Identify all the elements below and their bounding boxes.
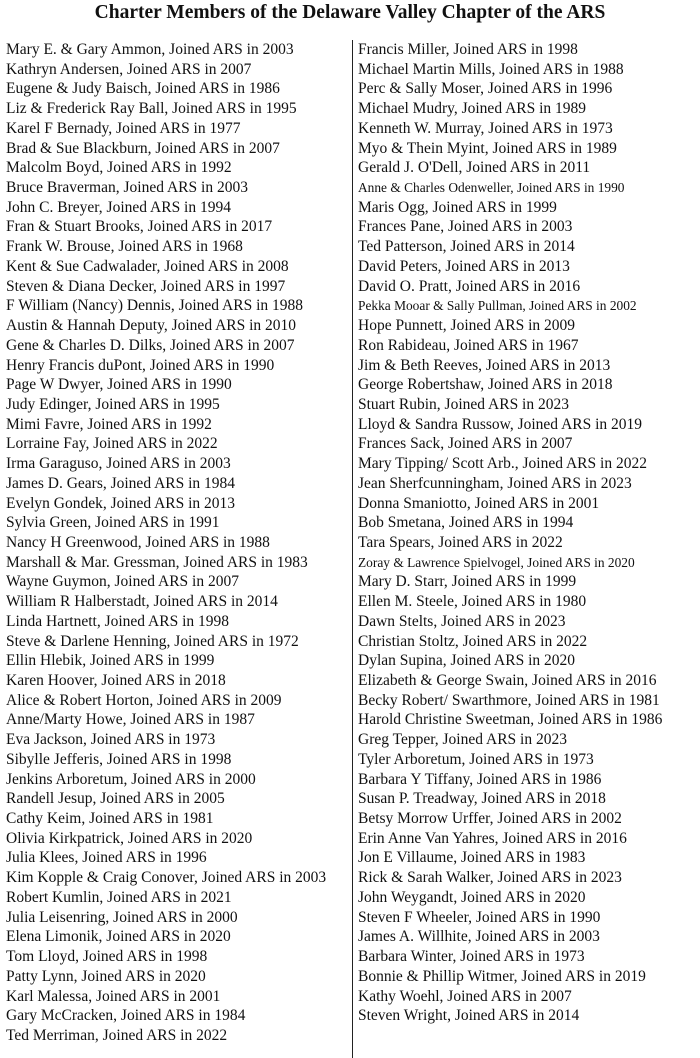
member-entry: Sibylle Jefferis, Joined ARS in 1998 (6, 750, 232, 768)
member-entry: Ted Patterson, Joined ARS in 2014 (358, 238, 575, 256)
member-entry: Marshall & Mar. Gressman, Joined ARS in 1983 (6, 553, 308, 571)
member-entry: Jenkins Arboretum, Joined ARS in 2000 (6, 770, 256, 788)
member-entry: Jean Sherfcunningham, Joined ARS in 2023 (358, 474, 632, 492)
member-entry: Kenneth W. Murray, Joined ARS in 1973 (358, 119, 613, 137)
member-entry: Fran & Stuart Brooks, Joined ARS in 2017 (6, 218, 273, 236)
member-entry: Steven F Wheeler, Joined ARS in 1990 (358, 908, 601, 926)
member-entry: Gerald J. O'Dell, Joined ARS in 2011 (358, 159, 591, 177)
member-entry: Mimi Favre, Joined ARS in 1992 (6, 415, 212, 433)
member-entry: Anne/Marty Howe, Joined ARS in 1987 (6, 711, 255, 729)
member-entry: Ron Rabideau, Joined ARS in 1967 (358, 336, 579, 354)
member-entry: Mary Tipping/ Scott Arb., Joined ARS in 2022 (358, 455, 647, 473)
member-entry: Frances Sack, Joined ARS in 2007 (358, 435, 573, 453)
page-title: Charter Members of the Delaware Valley Chapter of the ARS (94, 2, 606, 23)
member-entry: Bob Smetana, Joined ARS in 1994 (358, 514, 574, 532)
member-entry: Frank W. Brouse, Joined ARS in 1968 (6, 238, 243, 256)
member-entry: Steve & Darlene Henning, Joined ARS in 1972 (6, 632, 299, 650)
member-entry: Olivia Kirkpatrick, Joined ARS in 2020 (6, 829, 253, 847)
member-entry: Lloyd & Sandra Russow, Joined ARS in 2019 (358, 415, 643, 433)
member-entry: Gene & Charles D. Dilks, Joined ARS in 2007 (6, 336, 295, 354)
member-entry: Harold Christine Sweetman, Joined ARS in 1986 (358, 711, 663, 729)
member-entry: Kim Kopple & Craig Conover, Joined ARS in 2003 (6, 869, 327, 887)
member-entry: Evelyn Gondek, Joined ARS in 2013 (6, 494, 236, 512)
member-entry: Patty Lynn, Joined ARS in 2020 (6, 967, 206, 985)
member-entry: Robert Kumlin, Joined ARS in 2021 (6, 888, 232, 906)
member-entry: Tom Lloyd, Joined ARS in 1998 (6, 948, 208, 966)
member-entry: Michael Mudry, Joined ARS in 1989 (358, 100, 587, 118)
member-entry: Erin Anne Van Yahres, Joined ARS in 2016 (358, 829, 627, 847)
member-entry: Perc & Sally Moser, Joined ARS in 1996 (358, 80, 613, 98)
member-entry: Dylan Supina, Joined ARS in 2020 (358, 652, 576, 670)
member-entry: Judy Edinger, Joined ARS in 1995 (6, 395, 220, 413)
member-entry: Barbara Y Tiffany, Joined ARS in 1986 (358, 770, 602, 788)
member-entry: Karen Hoover, Joined ARS in 2018 (6, 672, 226, 689)
member-entry: James D. Gears, Joined ARS in 1984 (6, 474, 236, 492)
member-entry: Bonnie & Phillip Witmer, Joined ARS in 2019 (358, 967, 646, 985)
member-entry: Cathy Keim, Joined ARS in 1981 (6, 810, 214, 828)
member-entry: David Peters, Joined ARS in 2013 (358, 257, 570, 275)
member-entry: Frances Pane, Joined ARS in 2003 (358, 218, 573, 236)
column-divider (352, 40, 353, 1058)
member-entry: Mary E. & Gary Ammon, Joined ARS in 2003 (6, 41, 294, 58)
member-entry: William R Halberstadt, Joined ARS in 2014 (6, 593, 278, 611)
member-entry: Sylvia Green, Joined ARS in 1991 (6, 514, 220, 532)
member-entry: Randell Jesup, Joined ARS in 2005 (6, 790, 225, 808)
member-entry: James A. Willhite, Joined ARS in 2003 (358, 928, 600, 946)
member-entry: Maris Ogg, Joined ARS in 1999 (358, 198, 557, 216)
member-entry: Karel F Bernady, Joined ARS in 1977 (6, 119, 241, 137)
member-entry: John Weygandt, Joined ARS in 2020 (358, 888, 586, 906)
member-entry: Gary McCracken, Joined ARS in 1984 (6, 1007, 246, 1025)
member-entry: Brad & Sue Blackburn, Joined ARS in 2007 (6, 139, 280, 157)
member-entry: Michael Martin Mills, Joined ARS in 1988 (358, 60, 624, 78)
member-entry: Betsy Morrow Urffer, Joined ARS in 2002 (358, 810, 622, 828)
member-entry: Donna Smaniotto, Joined ARS in 2001 (358, 494, 600, 512)
member-entry: Irma Garaguso, Joined ARS in 2003 (6, 455, 231, 473)
member-entry: Becky Robert/ Swarthmore, Joined ARS in 1981 (358, 691, 660, 709)
member-entry: John C. Breyer, Joined ARS in 1994 (6, 198, 231, 216)
member-entry: Zoray & Lawrence Spielvogel, Joined ARS in 2020 (358, 554, 635, 570)
member-entry: Jon E Villaume, Joined ARS in 1983 (358, 849, 586, 867)
member-entry: Wayne Guymon, Joined ARS in 2007 (6, 573, 239, 591)
member-entry: Stuart Rubin, Joined ARS in 2023 (358, 395, 569, 413)
member-entry: Dawn Stelts, Joined ARS in 2023 (358, 612, 566, 630)
member-entry: Eva Jackson, Joined ARS in 1973 (6, 731, 216, 749)
member-entry: Kathy Woehl, Joined ARS in 2007 (358, 987, 572, 1005)
member-entry: Ted Merriman, Joined ARS in 2022 (6, 1026, 228, 1044)
member-entry: Malcolm Boyd, Joined ARS in 1992 (6, 159, 232, 177)
member-entry: Ellin Hlebik, Joined ARS in 1999 (6, 652, 215, 670)
member-entry: Julia Klees, Joined ARS in 1996 (6, 849, 207, 867)
member-entry: Anne & Charles Odenweller, Joined ARS in 1990 (358, 180, 625, 196)
member-entry: Myo & Thein Myint, Joined ARS in 1989 (358, 139, 617, 157)
member-entry: Liz & Frederick Ray Ball, Joined ARS in 1995 (6, 100, 297, 118)
member-entry: Nancy H Greenwood, Joined ARS in 1988 (6, 533, 270, 551)
member-entry: Elena Limonik, Joined ARS in 2020 (6, 928, 231, 946)
member-entry: Pekka Mooar & Sally Pullman, Joined ARS in 2002 (358, 298, 637, 314)
member-entry: Austin & Hannah Deputy, Joined ARS in 2010 (6, 317, 297, 335)
member-entry: Ellen M. Steele, Joined ARS in 1980 (358, 593, 587, 611)
member-entry: David O. Pratt, Joined ARS in 2016 (358, 277, 581, 295)
member-entry: Tyler Arboretum, Joined ARS in 1973 (358, 750, 594, 768)
member-entry: Lorraine Fay, Joined ARS in 2022 (6, 435, 218, 453)
member-entry: F William (Nancy) Dennis, Joined ARS in 1988 (6, 297, 304, 315)
member-entry: Tara Spears, Joined ARS in 2022 (358, 533, 563, 551)
member-entry: Jim & Beth Reeves, Joined ARS in 2013 (358, 356, 611, 374)
member-entry: Eugene & Judy Baisch, Joined ARS in 1986 (6, 80, 280, 98)
member-entry: George Robertshaw, Joined ARS in 2018 (358, 376, 613, 394)
members-list-right (358, 40, 698, 1026)
member-entry: Barbara Winter, Joined ARS in 1973 (358, 948, 585, 966)
member-entry: Greg Tepper, Joined ARS in 2023 (358, 731, 567, 749)
member-entry: Julia Leisenring, Joined ARS in 2000 (6, 908, 238, 926)
member-entry: Steven Wright, Joined ARS in 2014 (358, 1007, 580, 1025)
member-entry: Kathryn Andersen, Joined ARS in 2007 (6, 60, 252, 78)
member-entry: Steven & Diana Decker, Joined ARS in 1997 (6, 277, 286, 295)
member-entry: Alice & Robert Horton, Joined ARS in 2009 (6, 691, 282, 709)
member-entry: Elizabeth & George Swain, Joined ARS in 2016 (358, 672, 657, 689)
members-list-left (6, 40, 346, 1046)
member-entry: Susan P. Treadway, Joined ARS in 2018 (358, 790, 606, 808)
member-entry: Mary D. Starr, Joined ARS in 1999 (358, 573, 577, 591)
member-entry: Linda Hartnett, Joined ARS in 1998 (6, 612, 230, 630)
member-entry: Francis Miller, Joined ARS in 1998 (358, 41, 578, 58)
member-entry: Page W Dwyer, Joined ARS in 1990 (6, 376, 232, 394)
member-entry: Henry Francis duPont, Joined ARS in 1990 (6, 356, 275, 374)
member-entry: Hope Punnett, Joined ARS in 2009 (358, 317, 576, 335)
member-entry: Christian Stoltz, Joined ARS in 2022 (358, 632, 588, 650)
member-entry: Karl Malessa, Joined ARS in 2001 (6, 987, 221, 1005)
member-entry: Rick & Sarah Walker, Joined ARS in 2023 (358, 869, 622, 887)
member-entry: Bruce Braverman, Joined ARS in 2003 (6, 179, 248, 197)
member-entry: Kent & Sue Cadwalader, Joined ARS in 2008 (6, 257, 289, 275)
